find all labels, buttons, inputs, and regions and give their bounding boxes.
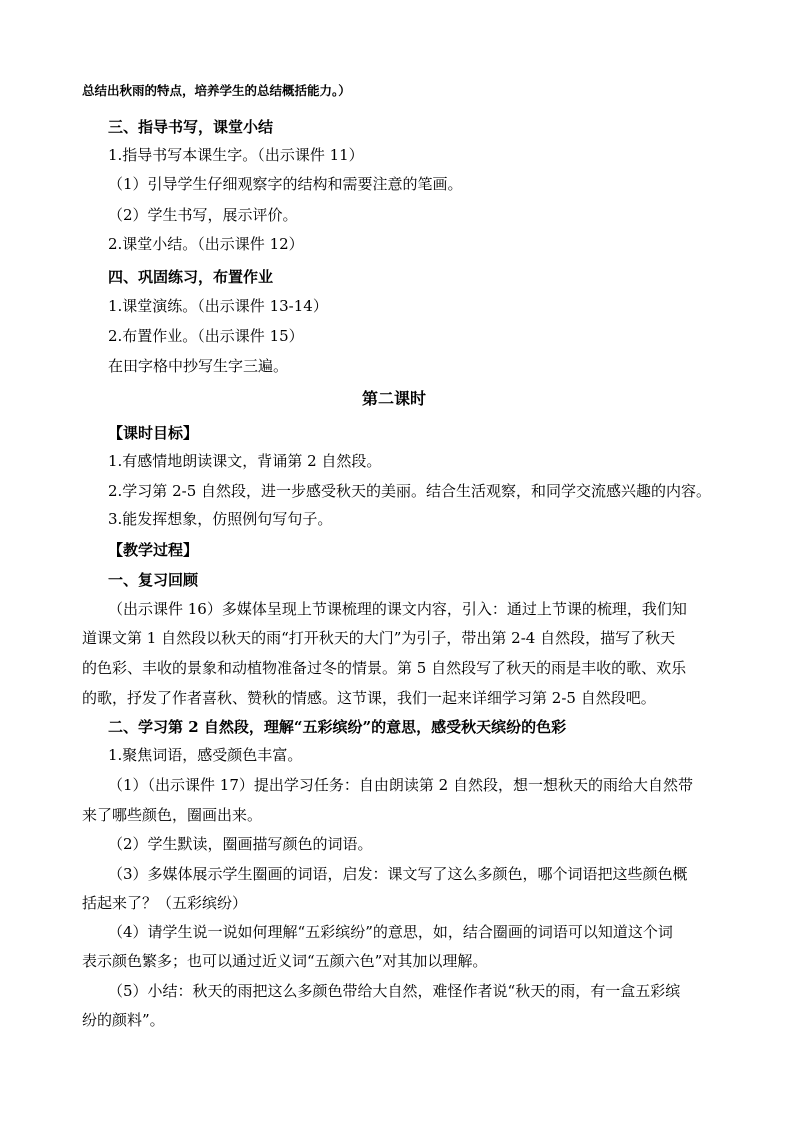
text-line: 3.能发挥想象，仿照例句写句子。 (108, 510, 333, 528)
text-line: 2.布置作业。（出示课件 15） (108, 327, 304, 345)
text-line: 1.指导书写本课生字。（出示课件 11） (108, 146, 364, 164)
page-title: 第二课时 (362, 389, 427, 408)
text-line: 2.课堂小结。（出示课件 12） (108, 235, 304, 253)
text-line: 来了哪些颜色，圈画出来。 (82, 806, 263, 824)
section-heading: 【课时目标】 (108, 424, 199, 442)
text-line: 的色彩、丰收的景象和动植物准备过冬的情景。第 5 自然段写了秋天的雨是丰收的歌、欢乐 (82, 659, 687, 677)
text-line: 括起来了？（五彩缤纷） (82, 894, 248, 912)
text-line: 的歌，抒发了作者喜秋、赞秋的情感。这节课，我们一起来详细学习第 2-5 自然段吧。 (82, 689, 656, 707)
text-line: （2）学生书写，展示评价。 (108, 206, 298, 224)
text-line: 道课文第 1 自然段以秋天的雨“打开秋天的大门”为引子，带出第 2-4 自然段，描写了秋天 (82, 629, 676, 647)
text-line: （2）学生默读，圈画描写颜色的词语。 (108, 835, 373, 853)
section-heading: 【教学过程】 (108, 541, 199, 559)
text-line: （5）小结：秋天的雨把这么多颜色带给大自然，难怪作者说“秋天的雨，有一盒五彩缤 (108, 982, 681, 1000)
text-line: 纷的颜料”。 (82, 1011, 165, 1029)
text-line: 1.有感情地朗读课文，背诵第 2 自然段。 (108, 452, 382, 470)
text-line: 1.聚焦词语，感受颜色丰富。 (108, 746, 303, 764)
text-line: （4）请学生说一说如何理解“五彩缤纷”的意思，如，结合圈画的词语可以知道这个词 (108, 923, 673, 941)
text-line: 1.课堂演练。（出示课件 13-14） (108, 297, 328, 315)
section-heading: 三、指导书写，课堂小结 (108, 118, 274, 136)
text-line: 表示颜色繁多；也可以通过近义词“五颜六色”对其加以理解。 (82, 952, 488, 970)
section-heading: 一、复习回顾 (108, 571, 199, 589)
text-line: 总结出秋雨的特点，培养学生的总结概括能力。） (82, 83, 351, 98)
text-line: （3）多媒体展示学生圈画的词语，启发：课文写了这么多颜色，哪个词语把这些颜色概 (108, 865, 688, 883)
text-line: 在田字格中抄写生字三遍。 (108, 357, 289, 375)
text-line: （1）（出示课件 17）提出学习任务：自由朗读第 2 自然段，想一想秋天的雨给大自然带 (108, 776, 693, 794)
text-line: 2.学习第 2-5 自然段，进一步感受秋天的美丽。结合生活观察，和同学交流感兴趣的内容。 (108, 482, 712, 500)
section-heading: 二、学习第 2 自然段，理解“五彩缤纷”的意思，感受秋天缤纷的色彩 (108, 718, 567, 736)
text-line: （1）引导学生仔细观察字的结构和需要注意的笔画。 (108, 175, 463, 193)
text-line: （出示课件 16）多媒体呈现上节课梳理的课文内容，引入：通过上节课的梳理，我们知 (108, 600, 687, 618)
section-heading: 四、巩固练习，布置作业 (108, 268, 274, 286)
